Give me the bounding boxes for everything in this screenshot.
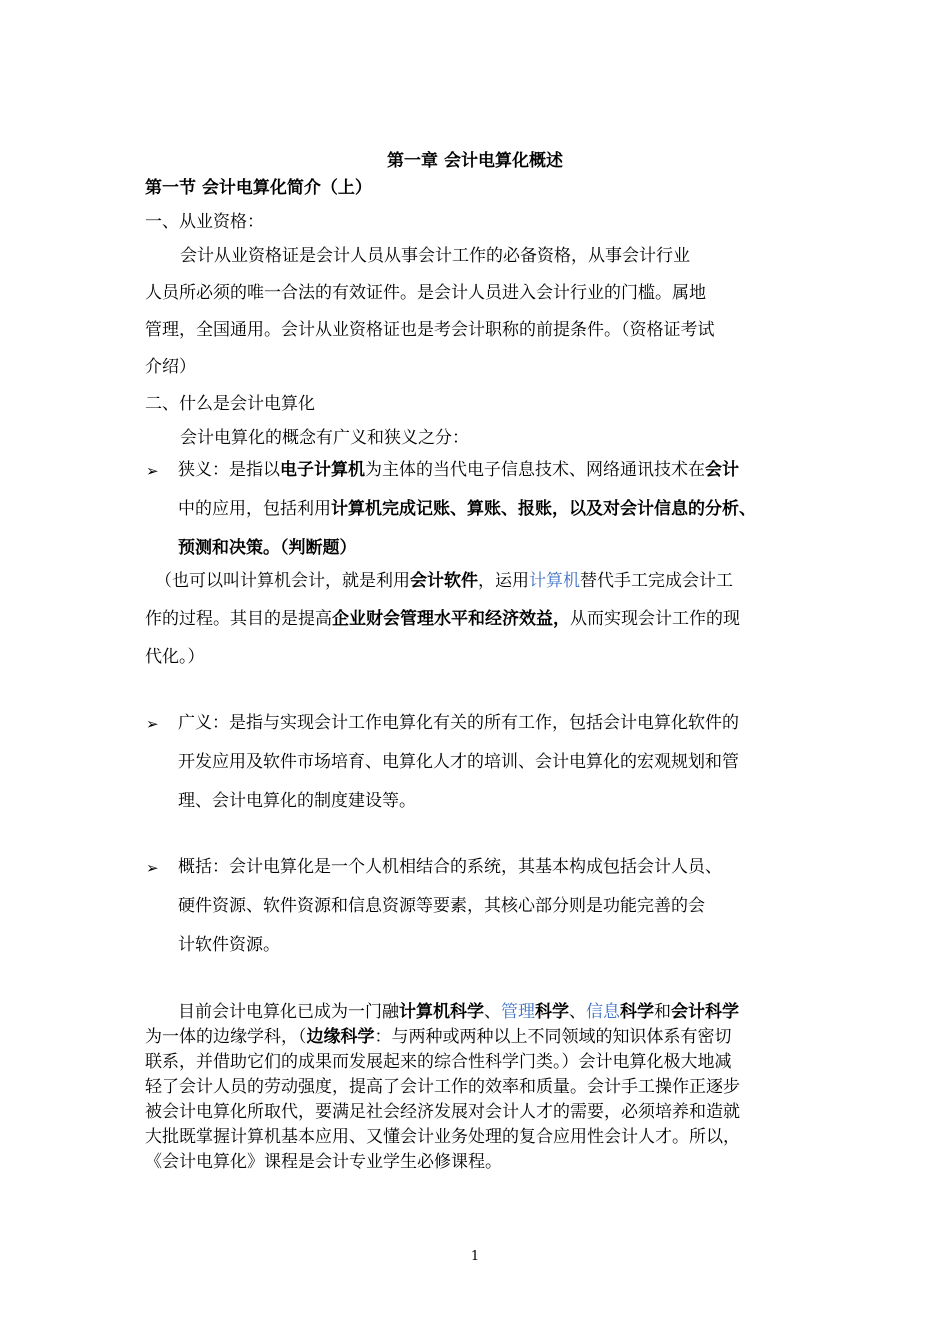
bold-term: 企业财会管理水平和经济效益， xyxy=(332,609,570,629)
para-line: 《会计电算化》课程是会计专业学生必修课程。 xyxy=(145,1152,502,1172)
text-run: 中的应用，包括利用 xyxy=(178,499,331,519)
para-line: 联系，并借助它们的成果而发展起来的综合性科学门类。）会计电算化极大地减 xyxy=(145,1052,732,1072)
para-line-1 xyxy=(178,1001,739,1023)
bold-term: 计算机科学 xyxy=(399,1002,484,1022)
link-term: 信息 xyxy=(586,1002,620,1022)
text-run: ，运用 xyxy=(478,571,529,591)
s1-line: 介绍） xyxy=(145,357,196,377)
s1-line: 管理，全国通用。会计从业资格证也是考会计职称的前提条件。（资格证考试 xyxy=(145,320,715,340)
para-line: 被会计电算化所取代，要满足社会经济发展对会计人才的需要，必须培养和造就 xyxy=(145,1102,740,1122)
bold-term: 科学 xyxy=(535,1002,569,1022)
s1-line: 会计从业资格证是会计人员从事会计工作的必备资格，从事会计行业 xyxy=(180,246,690,266)
broad-line: 广义：是指与实现会计工作电算化有关的所有工作，包括会计电算化软件的 xyxy=(178,713,739,733)
broad-line: 开发应用及软件市场培育、电算化人才的培训、会计电算化的宏观规划和管 xyxy=(178,752,739,772)
narrow-line-3: 预测和决策。（判断题） xyxy=(178,538,357,558)
text-run: 、 xyxy=(569,1002,586,1022)
link-term: 计算机 xyxy=(529,571,580,591)
text-run: 、 xyxy=(484,1002,501,1022)
text-run: 为一体的边缘学科，（ xyxy=(145,1027,307,1047)
bold-term: 会计 xyxy=(705,460,739,480)
s2-heading: 二、什么是会计电算化 xyxy=(145,394,315,414)
narrow-line-2 xyxy=(178,498,756,520)
section-heading: 第一节 会计电算化简介（上） xyxy=(145,178,372,198)
para-line-2 xyxy=(145,1026,732,1048)
bullet-arrow-icon: ➢ xyxy=(146,715,159,733)
summary-line: 概括：会计电算化是一个人机相结合的系统，其基本构成包括会计人员、 xyxy=(178,857,722,877)
text-run: 为主体的当代电子信息技术、网络通讯技术在 xyxy=(365,460,705,480)
note-line-3: 代化。） xyxy=(145,647,205,667)
text-run: （也可以叫计算机会计，就是利用 xyxy=(155,571,410,591)
text-run: 和 xyxy=(654,1002,671,1022)
bullet-arrow-icon: ➢ xyxy=(146,859,159,877)
bullet-arrow-icon: ➢ xyxy=(146,462,159,480)
summary-line: 硬件资源、软件资源和信息资源等要素，其核心部分则是功能完善的会 xyxy=(178,896,705,916)
bold-term: 计算机完成记账、算账、报账，以及对会计信息的分析、 xyxy=(331,499,756,519)
chapter-title: 第一章 会计电算化概述 xyxy=(387,151,563,171)
narrow-line-1 xyxy=(178,459,739,481)
link-term: 管理 xyxy=(501,1002,535,1022)
bold-term: 电子计算机 xyxy=(280,460,365,480)
text-run: 替代手工完成会计工 xyxy=(580,571,733,591)
bold-term: 会计科学 xyxy=(671,1002,739,1022)
s1-heading: 一、从业资格： xyxy=(145,212,264,232)
text-run: 目前会计电算化已成为一门融 xyxy=(178,1002,399,1022)
note-line-1 xyxy=(155,570,733,592)
s2-intro: 会计电算化的概念有广义和狭义之分： xyxy=(180,428,469,448)
broad-line: 理、会计电算化的制度建设等。 xyxy=(178,791,416,811)
bold-term: 边缘科学 xyxy=(306,1027,375,1047)
page-number: 1 xyxy=(470,1249,480,1264)
text-run: 从而实现会计工作的现 xyxy=(570,609,740,629)
s1-line: 人员所必须的唯一合法的有效证件。是会计人员进入会计行业的门槛。属地 xyxy=(145,283,706,303)
note-line-2 xyxy=(145,608,740,630)
text-run: 狭义：是指以 xyxy=(178,460,280,480)
bold-term: 会计软件 xyxy=(410,571,478,591)
text-run: 作的过程。其目的是提高 xyxy=(145,609,332,629)
para-line: 轻了会计人员的劳动强度，提高了会计工作的效率和质量。会计手工操作正逐步 xyxy=(145,1077,740,1097)
text-run: ：与两种或两种以上不同领域的知识体系有密切 xyxy=(374,1027,732,1047)
bold-term: 科学 xyxy=(620,1002,654,1022)
para-line: 大批既掌握计算机基本应用、又懂会计业务处理的复合应用性会计人才。所以， xyxy=(145,1127,740,1147)
summary-line: 计软件资源。 xyxy=(178,935,280,955)
